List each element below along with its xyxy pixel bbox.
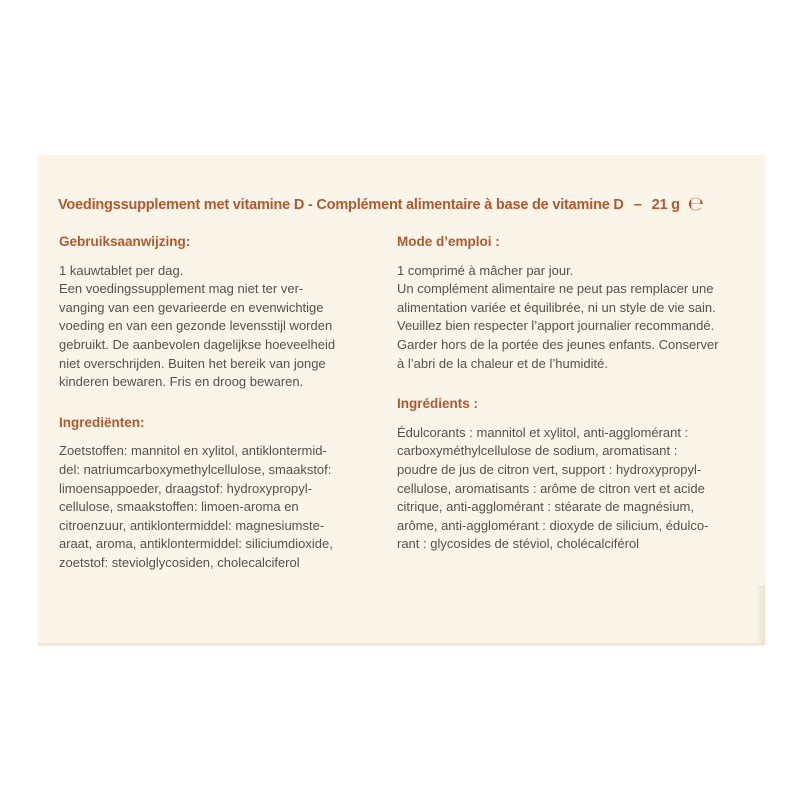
title-dash: – (633, 196, 642, 213)
french-usage-block (397, 262, 752, 374)
net-weight: 21 g (651, 196, 680, 213)
french-usage-text: Un complément alimentaire ne peut pas remplacer une alimentation variée et équilibrée, ni un style de vie sain. Veuillez bien respecter l’apport journalier recommandé. Garder hors de la portée des jeunes enfants. Conserver à l’abri de la chaleur et de l’humidité. (397, 281, 719, 371)
dutch-ingredients-text: Zoetstoffen: mannitol en xylitol, antiklontermid- del: natriumcarboxymethylcellulose, smaakstof: limoensappoeder, draagstof: hydroxypropyl- cellulose, smaakstoffen: limoen-aroma en citroenzuur, antiklontermiddel: magnesiumste- araat, aroma, antiklontermiddel: siliciumdioxide, zoetstof: steviolglycosiden, cholecalciferol (59, 443, 333, 570)
dutch-ingredients-heading: Ingrediënten: (59, 414, 145, 430)
dutch-usage-dose: 1 kauwtablet per dag. (59, 262, 184, 278)
dutch-usage-block (59, 262, 389, 392)
french-ingredients-text: Édulcorants : mannitol et xylitol, anti-agglomérant : carboxyméthylcellulose de sodium, aromatisant : poudre de jus de citron vert, support : hydroxypropyl- cellulose, aromatisants : arôme de citron vert et acide citrique, anti-agglomérant : stéarate de magnésium, arôme, anti-agglomérant : dioxyde de silicium, édulco- rant : glycosides de stéviol, cholécalciférol (397, 424, 709, 552)
dutch-column (59, 233, 389, 573)
french-usage-heading: Mode d’emploi : (397, 234, 500, 249)
french-ingredients-heading: Ingrédients : (397, 396, 479, 412)
dutch-usage-heading: Gebruiksaanwijzing: (59, 234, 191, 249)
product-title-row (58, 195, 758, 214)
french-column (397, 233, 752, 554)
french-usage-dose: 1 comprimé à mâcher par jour. (397, 262, 574, 278)
dutch-usage-text: Een voedingssupplement mag niet ter ver- vanging van een gevarieerde en evenwichtige voeding en van een gezonde levensstijl worden gebruikt. De aanbevolen dagelijkse hoeveelheid niet overschrijden. Buiten het bereik van jonge kinderen bewaren. Fris en droog bewaren. (59, 281, 336, 390)
box-bottom-edge (38, 643, 765, 645)
box-side-edge (757, 585, 765, 645)
product-box (38, 155, 765, 645)
estimated-sign-icon: ℮ (687, 193, 704, 215)
product-title: Voedingssupplement met vitamine D - Complément alimentaire à base de vitamine D (58, 196, 624, 213)
